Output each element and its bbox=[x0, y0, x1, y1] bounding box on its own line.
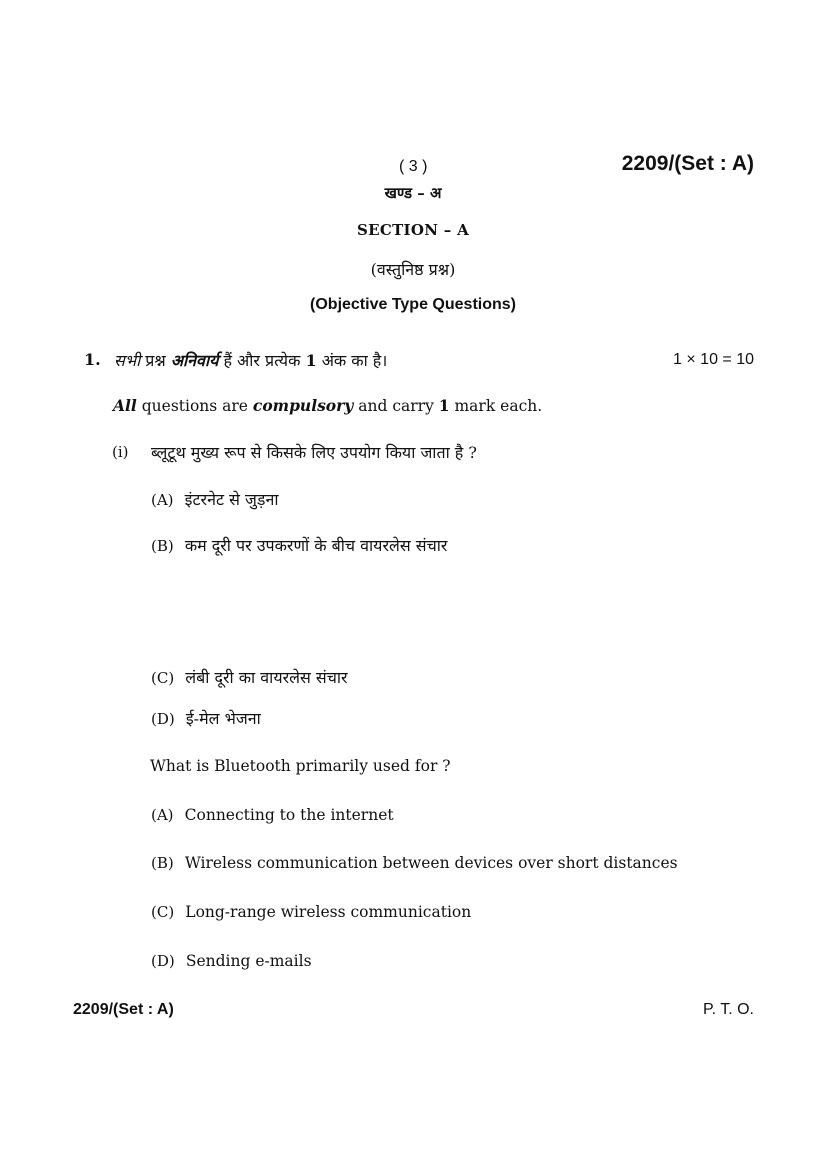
option-text: कम दूरी पर उपकरणों के बीच वायरलेस संचार bbox=[184, 536, 448, 555]
instruction-english-mark: 1 bbox=[438, 396, 450, 415]
paper-code-header: 2209/(Set : A) bbox=[621, 152, 754, 175]
instruction-english-text-3: mark each. bbox=[449, 397, 543, 415]
option-english-d bbox=[151, 951, 312, 970]
option-text: Wireless communication between devices over short distances bbox=[184, 854, 678, 872]
option-letter: (C) bbox=[151, 669, 175, 687]
option-letter: (B) bbox=[151, 854, 174, 872]
question-number: 1. bbox=[84, 350, 101, 369]
question-type-hindi: (वस्तुनिष्ठ प्रश्न) bbox=[370, 260, 456, 279]
option-hindi-b bbox=[151, 534, 447, 556]
option-letter: (D) bbox=[151, 952, 175, 970]
subquestion-number: (i) bbox=[112, 443, 129, 461]
option-letter: (B) bbox=[151, 537, 174, 555]
instruction-hindi-all: सभी bbox=[114, 351, 141, 370]
instruction-hindi-mark: 1 bbox=[305, 351, 317, 370]
option-letter: (A) bbox=[151, 491, 174, 509]
instruction-hindi-text-2: हैं और प्रत्येक bbox=[218, 351, 306, 370]
option-text: Connecting to the internet bbox=[184, 806, 394, 824]
option-text: Sending e-mails bbox=[185, 952, 312, 970]
option-english-b bbox=[151, 853, 678, 872]
instruction-english bbox=[113, 396, 542, 415]
option-letter: (A) bbox=[151, 806, 174, 824]
option-english-c bbox=[151, 902, 471, 921]
option-hindi-a bbox=[151, 488, 279, 510]
instruction-hindi-text-1: प्रश्न bbox=[140, 351, 171, 370]
option-letter: (C) bbox=[151, 903, 175, 921]
section-title-english: SECTION – A bbox=[356, 221, 470, 239]
page-number: ( 3 ) bbox=[399, 158, 428, 175]
option-text: इंटरनेट से जुड़ना bbox=[184, 490, 279, 509]
please-turn-over: P. T. O. bbox=[703, 1001, 754, 1018]
question-type-english: (Objective Type Questions) bbox=[310, 296, 516, 313]
option-hindi-d bbox=[151, 707, 261, 729]
option-hindi-c bbox=[151, 666, 348, 688]
option-text: Long-range wireless communication bbox=[185, 903, 472, 921]
option-english-a bbox=[151, 805, 394, 824]
instruction-english-text-2: and carry bbox=[353, 397, 439, 415]
instruction-hindi-text-3: अंक का है। bbox=[316, 351, 388, 370]
section-title-hindi: खण्ड – अ bbox=[384, 184, 442, 202]
instruction-hindi-compulsory: अनिवार्य bbox=[170, 351, 219, 370]
instruction-english-compulsory: compulsory bbox=[252, 396, 354, 415]
option-text: ई-मेल भेजना bbox=[185, 709, 261, 728]
subquestion-text-hindi: ब्लूटूथ मुख्य रूप से किसके लिए उपयोग किया जाता है ? bbox=[151, 443, 477, 462]
option-text: लंबी दूरी का वायरलेस संचार bbox=[185, 668, 348, 687]
instruction-hindi bbox=[114, 349, 387, 371]
instruction-english-text-1: questions are bbox=[136, 397, 253, 415]
subquestion-text-english: What is Bluetooth primarily used for ? bbox=[150, 757, 451, 775]
option-letter: (D) bbox=[151, 710, 175, 728]
instruction-english-all: All bbox=[113, 396, 137, 415]
marks-distribution: 1 × 10 = 10 bbox=[673, 351, 754, 368]
paper-code-footer: 2209/(Set : A) bbox=[73, 1001, 174, 1018]
